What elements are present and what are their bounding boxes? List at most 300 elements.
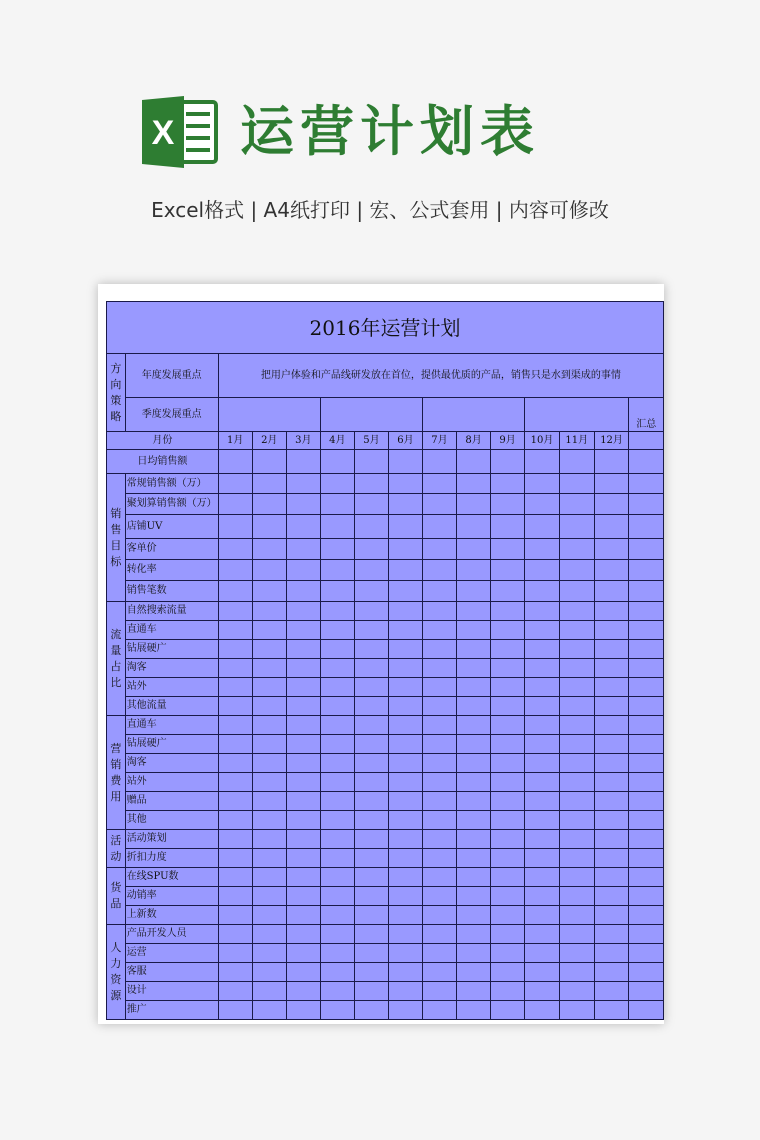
data-cell[interactable] [491, 697, 525, 716]
data-cell[interactable] [629, 678, 664, 697]
data-cell[interactable] [422, 830, 456, 849]
data-cell[interactable] [422, 450, 456, 474]
data-cell[interactable] [491, 887, 525, 906]
data-cell[interactable] [320, 963, 354, 982]
data-cell[interactable] [320, 982, 354, 1001]
data-cell[interactable] [559, 474, 594, 494]
data-cell[interactable] [252, 515, 286, 539]
data-cell[interactable] [559, 868, 594, 887]
data-cell[interactable] [252, 887, 286, 906]
data-cell[interactable] [559, 811, 594, 830]
data-cell[interactable] [457, 659, 491, 678]
data-cell[interactable] [320, 560, 354, 581]
data-cell[interactable] [457, 754, 491, 773]
data-cell[interactable] [422, 868, 456, 887]
data-cell[interactable] [629, 887, 664, 906]
data-cell[interactable] [422, 716, 456, 735]
data-cell[interactable] [252, 811, 286, 830]
data-cell[interactable] [629, 474, 664, 494]
data-cell[interactable] [218, 515, 252, 539]
data-cell[interactable] [218, 868, 252, 887]
data-cell[interactable] [491, 811, 525, 830]
data-cell[interactable] [594, 982, 629, 1001]
data-cell[interactable] [252, 678, 286, 697]
data-cell[interactable] [491, 925, 525, 944]
data-cell[interactable] [320, 678, 354, 697]
data-cell[interactable] [320, 925, 354, 944]
data-cell[interactable] [525, 659, 560, 678]
data-cell[interactable] [629, 906, 664, 925]
quarter-cell-q3[interactable] [422, 398, 524, 432]
data-cell[interactable] [629, 581, 664, 602]
data-cell[interactable] [252, 963, 286, 982]
data-cell[interactable] [525, 906, 560, 925]
data-cell[interactable] [457, 697, 491, 716]
data-cell[interactable] [252, 602, 286, 621]
data-cell[interactable] [286, 1001, 320, 1020]
data-cell[interactable] [629, 773, 664, 792]
data-cell[interactable] [252, 849, 286, 868]
data-cell[interactable] [594, 830, 629, 849]
data-cell[interactable] [491, 659, 525, 678]
data-cell[interactable] [491, 792, 525, 811]
data-cell[interactable] [252, 735, 286, 754]
data-cell[interactable] [457, 830, 491, 849]
data-cell[interactable] [525, 560, 560, 581]
data-cell[interactable] [629, 621, 664, 640]
data-cell[interactable] [252, 925, 286, 944]
data-cell[interactable] [354, 811, 388, 830]
data-cell[interactable] [491, 716, 525, 735]
data-cell[interactable] [457, 560, 491, 581]
data-cell[interactable] [559, 792, 594, 811]
data-cell[interactable] [491, 963, 525, 982]
data-cell[interactable] [525, 678, 560, 697]
data-cell[interactable] [388, 792, 422, 811]
data-cell[interactable] [422, 494, 456, 515]
data-cell[interactable] [320, 906, 354, 925]
data-cell[interactable] [491, 450, 525, 474]
data-cell[interactable] [388, 735, 422, 754]
data-cell[interactable] [457, 792, 491, 811]
data-cell[interactable] [388, 494, 422, 515]
data-cell[interactable] [629, 868, 664, 887]
data-cell[interactable] [218, 944, 252, 963]
data-cell[interactable] [252, 754, 286, 773]
data-cell[interactable] [629, 849, 664, 868]
data-cell[interactable] [286, 581, 320, 602]
data-cell[interactable] [252, 906, 286, 925]
data-cell[interactable] [218, 539, 252, 560]
data-cell[interactable] [422, 1001, 456, 1020]
data-cell[interactable] [594, 697, 629, 716]
data-cell[interactable] [594, 792, 629, 811]
data-cell[interactable] [525, 963, 560, 982]
data-cell[interactable] [422, 678, 456, 697]
data-cell[interactable] [422, 621, 456, 640]
data-cell[interactable] [286, 515, 320, 539]
data-cell[interactable] [422, 887, 456, 906]
data-cell[interactable] [629, 515, 664, 539]
data-cell[interactable] [286, 678, 320, 697]
data-cell[interactable] [594, 754, 629, 773]
data-cell[interactable] [286, 560, 320, 581]
data-cell[interactable] [491, 515, 525, 539]
data-cell[interactable] [218, 678, 252, 697]
data-cell[interactable] [559, 773, 594, 792]
data-cell[interactable] [559, 849, 594, 868]
data-cell[interactable] [354, 678, 388, 697]
data-cell[interactable] [354, 560, 388, 581]
data-cell[interactable] [286, 773, 320, 792]
data-cell[interactable] [457, 1001, 491, 1020]
data-cell[interactable] [388, 539, 422, 560]
data-cell[interactable] [525, 811, 560, 830]
data-cell[interactable] [218, 697, 252, 716]
data-cell[interactable] [388, 621, 422, 640]
data-cell[interactable] [218, 830, 252, 849]
data-cell[interactable] [320, 515, 354, 539]
data-cell[interactable] [354, 659, 388, 678]
data-cell[interactable] [422, 474, 456, 494]
quarter-cell-q2[interactable] [320, 398, 422, 432]
data-cell[interactable] [559, 887, 594, 906]
data-cell[interactable] [388, 678, 422, 697]
data-cell[interactable] [457, 735, 491, 754]
data-cell[interactable] [320, 849, 354, 868]
data-cell[interactable] [491, 849, 525, 868]
data-cell[interactable] [629, 659, 664, 678]
data-cell[interactable] [457, 906, 491, 925]
data-cell[interactable] [629, 754, 664, 773]
data-cell[interactable] [218, 494, 252, 515]
data-cell[interactable] [422, 539, 456, 560]
data-cell[interactable] [252, 830, 286, 849]
data-cell[interactable] [594, 849, 629, 868]
data-cell[interactable] [559, 906, 594, 925]
data-cell[interactable] [218, 925, 252, 944]
data-cell[interactable] [422, 944, 456, 963]
data-cell[interactable] [320, 602, 354, 621]
data-cell[interactable] [491, 773, 525, 792]
data-cell[interactable] [422, 963, 456, 982]
data-cell[interactable] [457, 678, 491, 697]
data-cell[interactable] [354, 539, 388, 560]
data-cell[interactable] [559, 621, 594, 640]
data-cell[interactable] [252, 773, 286, 792]
data-cell[interactable] [286, 697, 320, 716]
data-cell[interactable] [594, 581, 629, 602]
data-cell[interactable] [457, 716, 491, 735]
data-cell[interactable] [594, 735, 629, 754]
data-cell[interactable] [491, 906, 525, 925]
data-cell[interactable] [218, 716, 252, 735]
data-cell[interactable] [525, 602, 560, 621]
data-cell[interactable] [457, 640, 491, 659]
quarter-cell-q4[interactable] [525, 398, 629, 432]
data-cell[interactable] [286, 735, 320, 754]
data-cell[interactable] [286, 887, 320, 906]
data-cell[interactable] [354, 474, 388, 494]
data-cell[interactable] [388, 849, 422, 868]
data-cell[interactable] [320, 621, 354, 640]
data-cell[interactable] [286, 539, 320, 560]
data-cell[interactable] [422, 849, 456, 868]
data-cell[interactable] [252, 539, 286, 560]
data-cell[interactable] [629, 792, 664, 811]
data-cell[interactable] [218, 963, 252, 982]
data-cell[interactable] [252, 697, 286, 716]
data-cell[interactable] [629, 944, 664, 963]
data-cell[interactable] [594, 963, 629, 982]
data-cell[interactable] [354, 602, 388, 621]
data-cell[interactable] [320, 450, 354, 474]
data-cell[interactable] [388, 773, 422, 792]
data-cell[interactable] [218, 887, 252, 906]
data-cell[interactable] [320, 754, 354, 773]
data-cell[interactable] [594, 1001, 629, 1020]
data-cell[interactable] [252, 494, 286, 515]
data-cell[interactable] [286, 849, 320, 868]
data-cell[interactable] [457, 450, 491, 474]
data-cell[interactable] [457, 474, 491, 494]
data-cell[interactable] [559, 678, 594, 697]
data-cell[interactable] [559, 494, 594, 515]
data-cell[interactable] [218, 735, 252, 754]
data-cell[interactable] [286, 640, 320, 659]
data-cell[interactable] [457, 925, 491, 944]
data-cell[interactable] [525, 621, 560, 640]
data-cell[interactable] [388, 982, 422, 1001]
data-cell[interactable] [594, 515, 629, 539]
data-cell[interactable] [629, 560, 664, 581]
data-cell[interactable] [457, 494, 491, 515]
data-cell[interactable] [286, 963, 320, 982]
data-cell[interactable] [286, 944, 320, 963]
data-cell[interactable] [559, 925, 594, 944]
data-cell[interactable] [457, 944, 491, 963]
data-cell[interactable] [525, 581, 560, 602]
data-cell[interactable] [594, 944, 629, 963]
data-cell[interactable] [559, 944, 594, 963]
data-cell[interactable] [559, 450, 594, 474]
data-cell[interactable] [320, 697, 354, 716]
data-cell[interactable] [320, 474, 354, 494]
data-cell[interactable] [422, 602, 456, 621]
data-cell[interactable] [320, 539, 354, 560]
data-cell[interactable] [491, 754, 525, 773]
data-cell[interactable] [354, 1001, 388, 1020]
data-cell[interactable] [525, 773, 560, 792]
data-cell[interactable] [422, 640, 456, 659]
data-cell[interactable] [525, 735, 560, 754]
data-cell[interactable] [594, 450, 629, 474]
data-cell[interactable] [491, 474, 525, 494]
data-cell[interactable] [320, 581, 354, 602]
data-cell[interactable] [320, 830, 354, 849]
data-cell[interactable] [629, 830, 664, 849]
data-cell[interactable] [252, 1001, 286, 1020]
data-cell[interactable] [218, 982, 252, 1001]
data-cell[interactable] [354, 849, 388, 868]
data-cell[interactable] [388, 944, 422, 963]
data-cell[interactable] [354, 773, 388, 792]
data-cell[interactable] [218, 906, 252, 925]
data-cell[interactable] [457, 602, 491, 621]
data-cell[interactable] [218, 659, 252, 678]
data-cell[interactable] [354, 944, 388, 963]
data-cell[interactable] [594, 640, 629, 659]
data-cell[interactable] [218, 640, 252, 659]
data-cell[interactable] [388, 581, 422, 602]
data-cell[interactable] [218, 560, 252, 581]
data-cell[interactable] [286, 621, 320, 640]
data-cell[interactable] [525, 925, 560, 944]
data-cell[interactable] [525, 982, 560, 1001]
data-cell[interactable] [559, 602, 594, 621]
data-cell[interactable] [218, 621, 252, 640]
data-cell[interactable] [525, 792, 560, 811]
data-cell[interactable] [629, 1001, 664, 1020]
data-cell[interactable] [286, 474, 320, 494]
data-cell[interactable] [594, 868, 629, 887]
data-cell[interactable] [525, 450, 560, 474]
data-cell[interactable] [629, 450, 664, 474]
data-cell[interactable] [388, 602, 422, 621]
data-cell[interactable] [594, 494, 629, 515]
data-cell[interactable] [388, 640, 422, 659]
data-cell[interactable] [629, 811, 664, 830]
data-cell[interactable] [559, 697, 594, 716]
data-cell[interactable] [252, 792, 286, 811]
data-cell[interactable] [286, 602, 320, 621]
data-cell[interactable] [354, 925, 388, 944]
data-cell[interactable] [491, 868, 525, 887]
data-cell[interactable] [320, 716, 354, 735]
data-cell[interactable] [594, 539, 629, 560]
data-cell[interactable] [422, 659, 456, 678]
data-cell[interactable] [388, 450, 422, 474]
data-cell[interactable] [354, 640, 388, 659]
data-cell[interactable] [525, 1001, 560, 1020]
data-cell[interactable] [525, 830, 560, 849]
data-cell[interactable] [320, 659, 354, 678]
data-cell[interactable] [594, 773, 629, 792]
data-cell[interactable] [457, 539, 491, 560]
data-cell[interactable] [252, 560, 286, 581]
data-cell[interactable] [320, 868, 354, 887]
data-cell[interactable] [559, 754, 594, 773]
data-cell[interactable] [594, 887, 629, 906]
data-cell[interactable] [491, 830, 525, 849]
data-cell[interactable] [286, 868, 320, 887]
data-cell[interactable] [559, 963, 594, 982]
data-cell[interactable] [354, 754, 388, 773]
data-cell[interactable] [286, 450, 320, 474]
data-cell[interactable] [594, 474, 629, 494]
data-cell[interactable] [594, 678, 629, 697]
data-cell[interactable] [354, 581, 388, 602]
data-cell[interactable] [286, 659, 320, 678]
data-cell[interactable] [354, 450, 388, 474]
data-cell[interactable] [629, 982, 664, 1001]
data-cell[interactable] [491, 602, 525, 621]
data-cell[interactable] [559, 515, 594, 539]
data-cell[interactable] [252, 982, 286, 1001]
data-cell[interactable] [388, 697, 422, 716]
data-cell[interactable] [559, 560, 594, 581]
data-cell[interactable] [559, 830, 594, 849]
data-cell[interactable] [252, 659, 286, 678]
data-cell[interactable] [320, 792, 354, 811]
quarter-cell-q1[interactable] [218, 398, 320, 432]
data-cell[interactable] [525, 944, 560, 963]
data-cell[interactable] [218, 849, 252, 868]
data-cell[interactable] [491, 494, 525, 515]
data-cell[interactable] [559, 640, 594, 659]
data-cell[interactable] [629, 539, 664, 560]
data-cell[interactable] [594, 560, 629, 581]
data-cell[interactable] [218, 792, 252, 811]
data-cell[interactable] [286, 906, 320, 925]
data-cell[interactable] [594, 602, 629, 621]
data-cell[interactable] [457, 963, 491, 982]
data-cell[interactable] [354, 868, 388, 887]
data-cell[interactable] [457, 982, 491, 1001]
data-cell[interactable] [218, 474, 252, 494]
data-cell[interactable] [354, 494, 388, 515]
data-cell[interactable] [354, 792, 388, 811]
data-cell[interactable] [629, 735, 664, 754]
data-cell[interactable] [559, 581, 594, 602]
data-cell[interactable] [457, 811, 491, 830]
data-cell[interactable] [320, 1001, 354, 1020]
data-cell[interactable] [388, 754, 422, 773]
data-cell[interactable] [559, 982, 594, 1001]
data-cell[interactable] [252, 716, 286, 735]
data-cell[interactable] [525, 539, 560, 560]
data-cell[interactable] [388, 716, 422, 735]
data-cell[interactable] [354, 887, 388, 906]
data-cell[interactable] [457, 887, 491, 906]
data-cell[interactable] [354, 515, 388, 539]
data-cell[interactable] [218, 811, 252, 830]
data-cell[interactable] [320, 887, 354, 906]
data-cell[interactable] [422, 697, 456, 716]
data-cell[interactable] [218, 773, 252, 792]
data-cell[interactable] [491, 539, 525, 560]
data-cell[interactable] [286, 792, 320, 811]
data-cell[interactable] [252, 621, 286, 640]
data-cell[interactable] [457, 621, 491, 640]
data-cell[interactable] [491, 944, 525, 963]
data-cell[interactable] [422, 735, 456, 754]
data-cell[interactable] [320, 944, 354, 963]
data-cell[interactable] [388, 659, 422, 678]
data-cell[interactable] [457, 581, 491, 602]
data-cell[interactable] [422, 906, 456, 925]
data-cell[interactable] [491, 560, 525, 581]
data-cell[interactable] [629, 716, 664, 735]
data-cell[interactable] [388, 906, 422, 925]
data-cell[interactable] [491, 621, 525, 640]
data-cell[interactable] [218, 581, 252, 602]
data-cell[interactable] [594, 621, 629, 640]
data-cell[interactable] [422, 925, 456, 944]
data-cell[interactable] [354, 621, 388, 640]
data-cell[interactable] [252, 868, 286, 887]
data-cell[interactable] [286, 811, 320, 830]
